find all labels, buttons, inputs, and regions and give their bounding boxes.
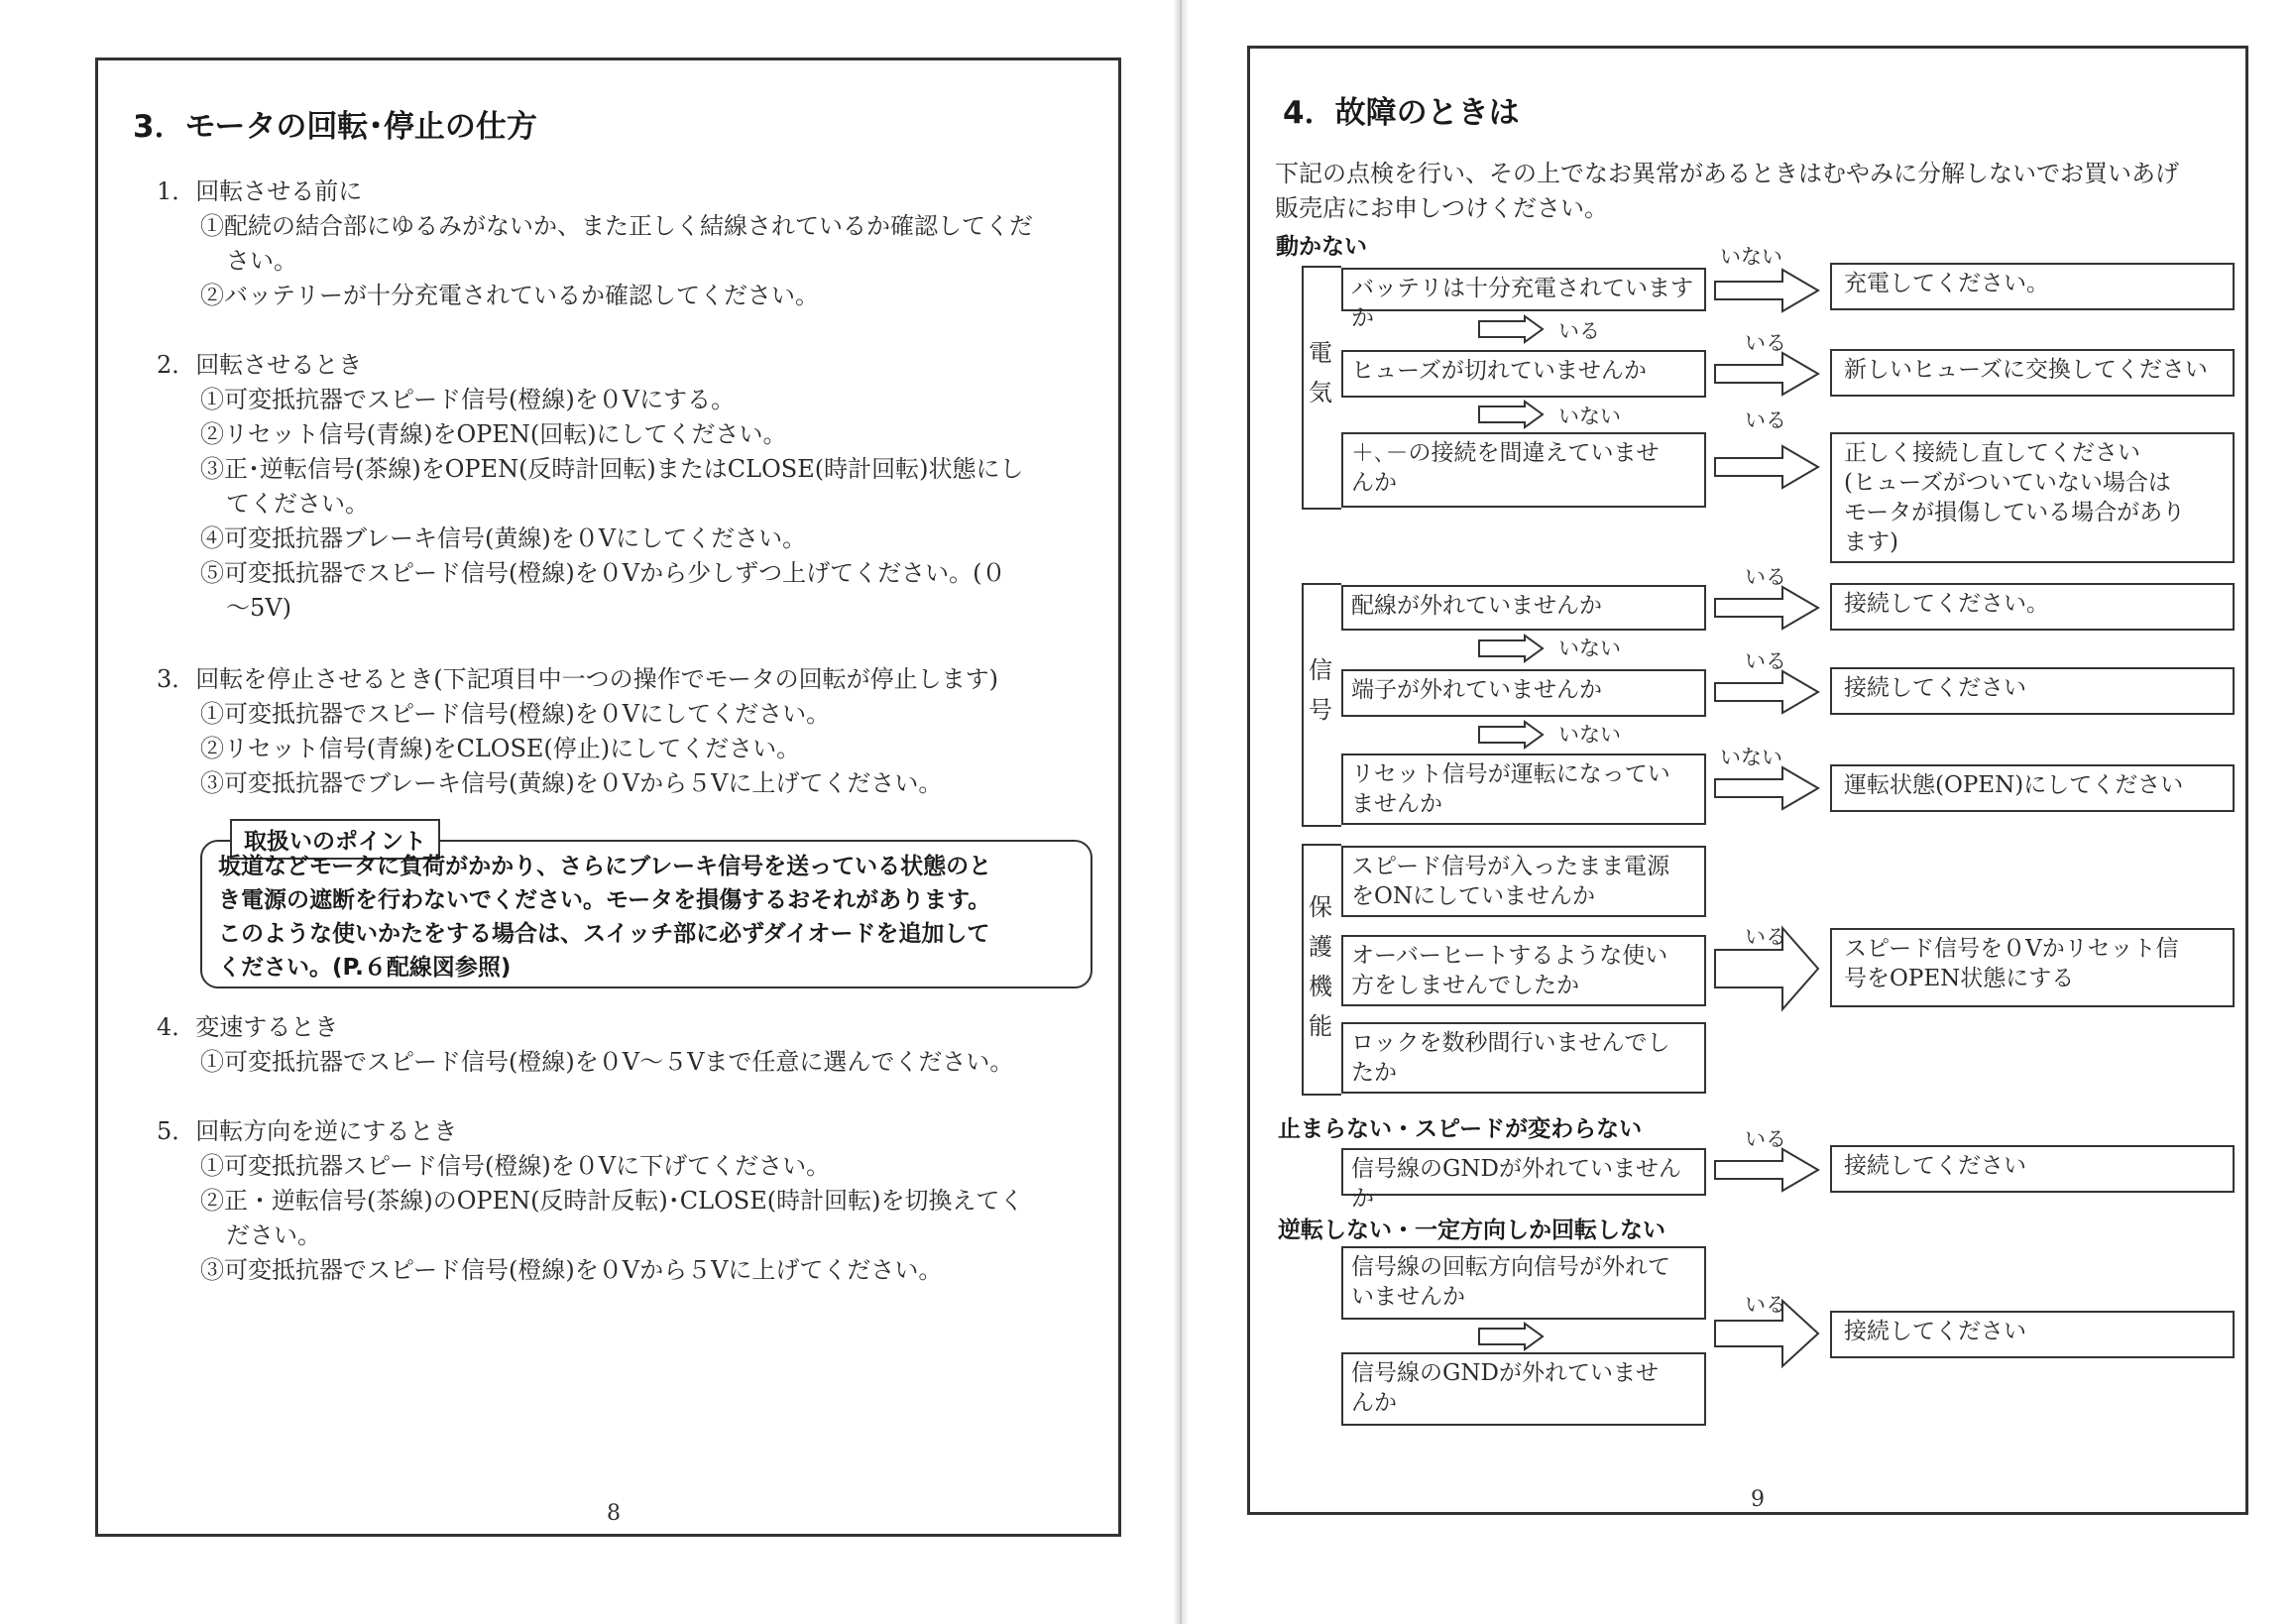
label-inai: いない (1720, 746, 1782, 769)
section-heading: 3．回転を停止させるとき(下記項目中一つの操作でモータの回転が停止します) (157, 665, 999, 693)
label-inai: いない (1720, 245, 1782, 269)
remedy-text: 接続してください (1844, 675, 2026, 701)
label-iru: いる (1745, 1293, 1786, 1317)
text-line: ～5V) (226, 594, 291, 622)
check-text: いませんか (1351, 1284, 1465, 1310)
check-box-wiring (1341, 585, 1706, 631)
group-char: 信 (1309, 656, 1332, 684)
check-text: ロックを数秒間行いませんでし (1351, 1030, 1670, 1056)
remedy-text: 新しいヒューズに交換してください (1844, 357, 2208, 383)
check-text: 方をしませんでしたか (1351, 973, 1579, 998)
check-box-reset-signal (1341, 754, 1706, 825)
text-line: ①可変抵抗器でスピード信号(橙線)を０Vにする。 (200, 386, 736, 413)
handling-point-label: 取扱いのポイント (230, 819, 440, 860)
check-text: ＋､－の接続を間違えていませ (1351, 440, 1660, 466)
remedy-box-connect-direction (1830, 1311, 2235, 1358)
check-text: 信号線の回転方向信号が外れて (1351, 1254, 1670, 1280)
remedy-box-run-state (1830, 764, 2235, 812)
down-arrow-icon (1477, 721, 1547, 753)
group-label-signal (1307, 650, 1334, 730)
text-line: てください。 (226, 490, 369, 518)
down-arrow-icon (1477, 315, 1547, 347)
label-iru: いる (1558, 319, 1600, 343)
section-heading: 1．回転させる前に (157, 177, 363, 205)
remedy-box-reconnect (1830, 432, 2235, 563)
down-arrow-icon (1477, 401, 1547, 432)
text-line: ださい。 (226, 1221, 321, 1249)
check-box-polarity (1341, 432, 1706, 508)
check-text: 信号線のGNDが外れていませんか (1351, 1156, 1681, 1212)
intro-line: 下記の点検を行い、その上でなお異常があるときはむやみに分解しないでお買いあげ (1275, 160, 2179, 187)
check-box-gnd-2 (1341, 1352, 1706, 1426)
remedy-box-charge (1830, 263, 2235, 310)
group-char: 機 (1309, 973, 1332, 1000)
group-char: 能 (1309, 1012, 1332, 1040)
remedy-text: (ヒューズがついていない場合は (1844, 470, 2171, 496)
check-box-terminal (1341, 669, 1706, 717)
check-text: んか (1351, 1390, 1397, 1416)
down-arrow-icon (1477, 635, 1547, 666)
check-box-gnd (1341, 1148, 1706, 1212)
page-title: 3．モータの回転･停止の仕方 (133, 109, 537, 145)
label-iru: いる (1745, 1127, 1786, 1151)
label-inai: いない (1558, 405, 1621, 428)
check-text: 配線が外れていませんか (1351, 593, 1602, 619)
check-text: たか (1351, 1060, 1397, 1086)
remedy-box-speed-reset (1830, 928, 2235, 1007)
check-box-fuse (1341, 350, 1706, 398)
check-text: をONにしていませんか (1351, 883, 1595, 909)
point-line: 坂道などモータに負荷がかかり、さらにブレーキ信号を送っている状態のと (218, 854, 992, 879)
down-arrow-icon (1477, 1323, 1547, 1352)
remedy-box-connect-terminal (1830, 667, 2235, 715)
page-number: 9 (1751, 1487, 1765, 1512)
intro-line: 販売店にお申しつけください。 (1275, 194, 1608, 222)
group-char: 電 (1309, 339, 1332, 367)
remedy-text: 接続してください。 (1844, 591, 2049, 617)
group-label-electric (1307, 333, 1334, 412)
right-arrow-icon (1713, 442, 1822, 492)
remedy-box-fuse (1830, 349, 2235, 397)
remedy-text: ます) (1844, 529, 1898, 555)
point-line: このような使いかたをする場合は、スイッチ部に必ずダイオードを追加して (218, 921, 990, 947)
section-heading-not-stopping: 止まらない・スピードが変わらない (1278, 1116, 1643, 1142)
text-line: ②正・逆転信号(茶線)のOPEN(反時計反転)･CLOSE(時計回転)を切換えてく (200, 1187, 1024, 1215)
remedy-box-connect-wiring (1830, 583, 2235, 631)
label-iru: いる (1745, 565, 1786, 589)
page-title: 4．故障のときは (1283, 95, 1520, 131)
group-char: 号 (1309, 696, 1332, 724)
text-line: ②バッテリーが十分充電されているか確認してください。 (200, 282, 819, 309)
text-line: ②リセット信号(青線)をOPEN(回転)にしてください。 (200, 420, 787, 448)
group-char: 保 (1309, 893, 1332, 921)
label-iru: いる (1745, 331, 1786, 355)
check-box-overheat (1341, 935, 1706, 1006)
label-iru: いる (1745, 925, 1786, 949)
remedy-text: 運転状態(OPEN)にしてください (1844, 772, 2184, 798)
text-line: ④可変抵抗器ブレーキ信号(黄線)を０Vにしてください。 (200, 524, 807, 552)
check-text: 端子が外れていませんか (1351, 677, 1602, 703)
remedy-text: 接続してください (1844, 1319, 2026, 1344)
check-text: オーバーヒートするような使い (1351, 943, 1668, 969)
check-text: 信号線のGNDが外れていませ (1351, 1360, 1659, 1386)
right-arrow-icon (1713, 266, 1822, 315)
text-line: ③可変抵抗器でスピード信号(橙線)を０Vから５Vに上げてください。 (200, 1256, 943, 1284)
point-line: ください。(P.６配線図参照) (218, 955, 512, 981)
section-heading: 5．回転方向を逆にするとき (157, 1117, 458, 1145)
remedy-text: 号をOPEN状態にする (1844, 966, 2075, 991)
label-iru: いる (1745, 408, 1786, 432)
text-line: ③正･逆転信号(茶線)をOPEN(反時計回転)またはCLOSE(時計回転)状態にし (200, 455, 1024, 483)
check-box-direction-signal (1341, 1246, 1706, 1320)
remedy-text: 接続してください (1844, 1153, 2026, 1179)
remedy-text: 充電してください。 (1844, 271, 2049, 296)
check-text: スピード信号が入ったまま電源 (1351, 854, 1670, 879)
section-heading-not-reversing: 逆転しない・一定方向しか回転しない (1278, 1218, 1665, 1243)
check-text: バッテリは十分充電されていますか (1351, 276, 1693, 331)
check-box-speed-at-power-on (1341, 846, 1706, 917)
text-line: さい。 (226, 247, 297, 275)
remedy-text: モータが損傷している場合があり (1844, 500, 2186, 525)
section-heading: 4．変速するとき (157, 1013, 339, 1041)
check-box-lock (1341, 1022, 1706, 1094)
text-line: ③可変抵抗器でブレーキ信号(黄線)を０Vから５Vに上げてください。 (200, 769, 943, 797)
book-spine (1173, 0, 1189, 1624)
page-number: 8 (607, 1501, 621, 1526)
text-line: ⑤可変抵抗器でスピード信号(橙線)を０Vから少しずつ上げてください。(０ (200, 559, 1006, 587)
group-char: 護 (1309, 933, 1332, 961)
group-char: 気 (1309, 379, 1332, 406)
section-heading: 2．回転させるとき (157, 351, 363, 379)
check-text: んか (1351, 470, 1397, 496)
check-text: ヒューズが切れていませんか (1351, 358, 1647, 384)
text-line: ①可変抵抗器スピード信号(橙線)を０Vに下げてください。 (200, 1152, 831, 1180)
label-inai: いない (1558, 637, 1621, 660)
point-line: き電源の遮断を行わないでください。モータを損傷するおそれがあります。 (218, 887, 991, 913)
text-line: ①可変抵抗器でスピード信号(橙線)を０Vにしてください。 (200, 700, 831, 728)
section-heading-not-moving: 動かない (1276, 234, 1367, 260)
label-iru: いる (1745, 649, 1786, 673)
text-line: ①可変抵抗器でスピード信号(橙線)を０V～５Vまで任意に選んでください。 (200, 1048, 1014, 1076)
remedy-text: スピード信号を０Vかリセット信 (1844, 936, 2179, 962)
text-line: ①配続の結合部にゆるみがないか、また正しく結線されているか確認してくだ (200, 212, 1033, 240)
group-label-protection (1307, 887, 1334, 1046)
remedy-box-connect-gnd (1830, 1145, 2235, 1193)
check-text: リセット信号が運転になってい (1351, 761, 1670, 787)
check-text: ませんか (1351, 791, 1442, 817)
label-inai: いない (1558, 723, 1621, 747)
text-line: ②リセット信号(青線)をCLOSE(停止)にしてください。 (200, 735, 801, 762)
remedy-text: 正しく接続し直してください (1844, 440, 2140, 466)
